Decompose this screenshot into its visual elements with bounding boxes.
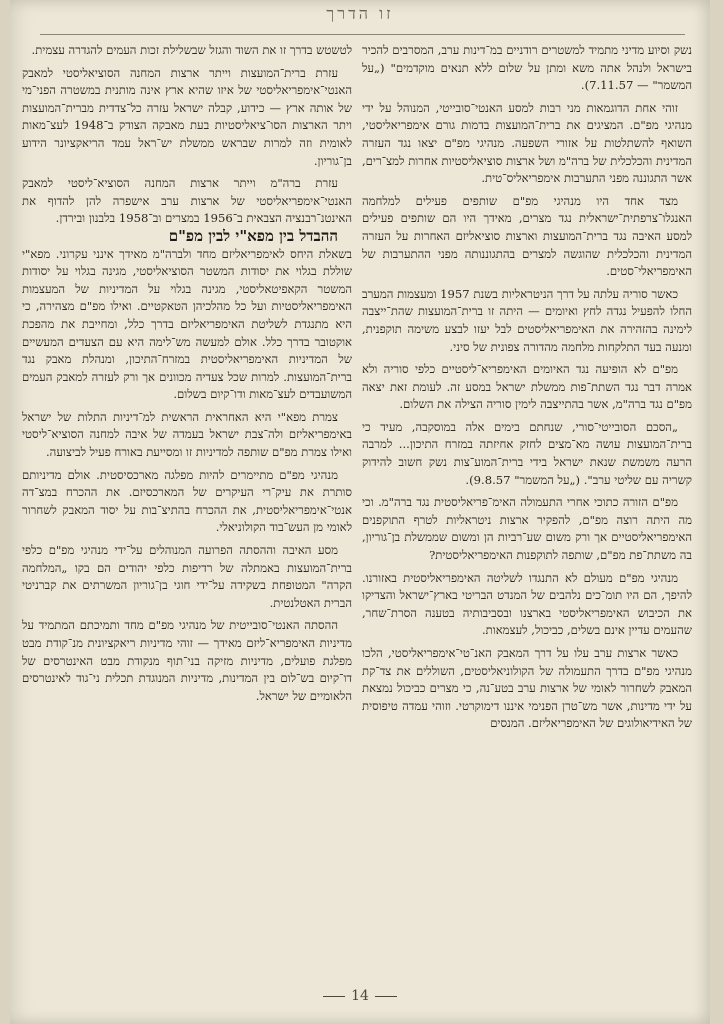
right-paragraph: נשק וסיוע מדיני מתמיד למשטרים רודניים במ־דינות ערב, המסרבים להכיר בישראל ולנהל אתה משא ומתן על שלום ללא תנאים מוקדמים" („על המשמר" — 7.11.57).: [362, 43, 692, 93]
left-paragraph: ההסתה האנטי־סובייטית של מנהיגי מפ"ם מחד ותמיכתם המתמיד על מדיניות האימפריא־ליזם מאידך — זוהי מדיניות ריאקציונית מנ־קודת מבט מפלגת פועלים, מדיניות מזיקה בני־תוף מנקודת מבט האינטרסים של דו־קיום בש־לום בין המדינות, מדיניות המנוגדת תכלית ני־גוד לאינטרסים הלאומיים של ישראל.: [22, 618, 352, 703]
left-paragraph: בשאלת היחס לאימפריאליזם מחד ולברה"מ מאידך אינני עקרוני. מפא"י שוללת בגלוי את יסודות המשטר הסוציאליסטי, מגינה בגלוי על יסודות המשטר הקאפיטאליסטי, מגינה בגלוי על המדיניות של המעצמות האימפריאליסטיות ועל כל מהלכיהן הטאקטיים. ואילו מפ"ם מצהירה, כי היא מתנגדת לשליטת האימפריאליזם בדרך כלל, ומחייבת את מהפכת אוקטובר בדרך כלל. אולם למעשה מש־לימה היא עם הצעדים המעשיים של המדיניות האימפריאליסטית במזרח־התיכון, ומנהלת מאבק נגד ברית־המועצות. למרות שכל צעדיה מכוונים אך ורק לעזרה למאבק העמים המשועבדים לעצ־מאות ודו־קיום בשלום.: [22, 246, 352, 402]
page-number-footer: [10, 988, 710, 1004]
right-column: [362, 42, 692, 967]
right-paragraph: כאשר סוריה עלתה על דרך הניטראליות בשנת 1957 ומעצמות המערב החלו להפעיל נגדה לחץ ואיומים — היתה זו ברית־המועצות שהת־ייצבה לימינה בהזהירה את האימפריאליסטים לבל יעזו לבצע משימה תוקפנית, ומנעה בעד התלקחות מלחמה מהדורה צפונית של סיני.: [362, 286, 692, 354]
page-number: 14: [351, 988, 369, 1004]
right-paragraph: מפ"ם הזורה כתוכי אחרי התעמולה האימ־פריאליסטית נגד ברה"מ. וכי מה היתה רוצה מפ"ם, להפקיר ארצות ניטראליות לטרף התוקפנים האימפריאליסטיים אך ורק משום שע־רביות הן ומשום שממשלת בן־גוריון, בה משתת־פת מפ"ם, שותפה לתוקפנות האימפריאליסטית?: [362, 495, 692, 563]
right-paragraph: מצד אחד היו מנהיגי מפ"ם שותפים פעילים למלחמה האנגלו־צרפתית־ישראלית נגד מצרים, מאידך היו הם שותפים פעילים למסע האיבה נגד ברית־המועצות וארצות סוציאליזם האחרות על העזרה המדינית והכלכלית שהוגשה למצרים בהתגוננותה מפני ההתערבות של האימפריאלי־סטים.: [362, 193, 692, 279]
right-paragraph: מפ"ם לא הופיעה נגד האיומים האימפריא־ליסטיים כלפי סוריה ולא אמרה דבר נגד השתת־פות ממשלת ישראל במסע זה. לעומת זאת יצאה מפ"ם נגד ברה"מ, אשר בהתייצבה לימין סוריה הצילה את השלום.: [362, 362, 692, 412]
right-paragraph: זוהי אחת הדוגמאות מני רבות למסע האנטי־סובייטי, המנוהל על ידי מנהיגי מפ"ם. המציגים את ברית־המועצות בדמות גורם אימפריאליסטי, השואף להשתלטות על אזורי השפעה. מנהיגי מפ"ם יצאו נגד העזרה המדינית והכלכלית של ברה"מ ושל ארצות סוציאליסטיות אחרות למצ־רים, אשר התגוננה מפני התערבות אימפריאליס־טית.: [362, 100, 692, 186]
left-paragraph: צמרת מפא"י היא האחראית הראשית למ־דיניות התלות של ישראל באימפריאליזם ולה־צבת ישראל בעמדה של איבה למחנה הסוציא־ליסטי ואילו צמרת מפ"ם שותפה למדיניות זו ומסייעת באורח פעיל לביצועה.: [22, 409, 352, 460]
left-paragraph: לטשטש בדרך זו את השוד והגזל שבשלילת זכות העמים להגדרה עצמית.: [31, 43, 352, 57]
right-paragraph: כאשר ארצות ערב עלו על דרך המאבק האנ־טי־אימפריאליסטי, הלכו מנהיגי מפ"ם בדרך התעמולה של הקולוניאליסטים, השוללים את צד־קת המאבק לשחרור לאומי של ארצות ערב בטע־נה, כי מצרים כביכול נמצאת על ידי מדינות, אשר מש־טרן הפנימי איננו דימוקרטי. וזוהי עמדה טיפוסית של האידיאולוגים של האימפריאליזם. המנסים: [362, 646, 692, 731]
left-paragraph: מנהיגי מפ"ם מתיימרים להיות מפלגה מארכסיסטית. אולם מדיניותם סותרת את עיק־רי העיקרים של המארכסיזם. את ההכרח במצ־דה אנטי־אימפריאליסטית, את ההכרח בהתיצ־בות על יסוד המאבק לשחרור לאומי מן העש־בוד הקולוניאלי.: [22, 467, 352, 535]
left-paragraph: עזרת ברית־המועצות וייתר ארצות המחנה הסוציאליסטי למאבק האנטי־אימפריאליסטי של איזו שהיא ארץ אינה מותנית במשטרה הפני־מי של אותה ארץ — כידוע, קבלה ישראל עזרה כל־צדדית מברית־המועצות ויתר הארצות הסו־ציאליסטיות בעת מאבקה הצודק ב־1948 לעצ־מאות לאומית וזה למרות שבראש ממשלת יש־ראל עמד הריאקציונר הידוע בן־גוריון.: [22, 65, 352, 168]
left-paragraph: מסע האיבה וההסתה הפרועה המנוהלים על־ידי מנהיגי מפ"ם כלפי ברית־המועצות באמתלה של רדיפות כלפי יהודים הם בקו „המלחמה הקרה" המטופחת בשקידה על־ידי חוגי בן־גוריון המשרתים את קברניטי הברית האטלנטית.: [22, 543, 352, 610]
left-column: [22, 42, 352, 967]
header-rule: [40, 34, 685, 35]
running-head: זו הדרך: [326, 4, 394, 23]
book-page: [10, 0, 710, 1024]
section-heading: ההבדל בין מפא"י לבין מפ"ם: [168, 226, 338, 245]
folio-dash-right: [375, 996, 397, 997]
right-paragraph: „הסכם הסובייטי־סורי, שנחתם בימים אלה במוסקבה, מעיד כי ברית־המועצות עושה מא־מצים לחזק אחיזתה במזרח התיכון... למרבה הרעה משמשת שנאת ישראל בידי ברית־המוע־צות נשק חשוב להידוק קשריה עם שליטי ערב". („על המשמר" 9.8.57).: [362, 419, 692, 487]
left-paragraph: עזרת ברה"מ וייתר ארצות המחנה הסוציא־ליסטי למאבק האנטי־אימפריאליסטי של ארצות ערב אישפרה להן להדוף את האינטנ־רבנציה הצבאית ב־1956 במצרים וב־1958 בלבנון ובירדן.: [22, 176, 352, 226]
right-paragraph: מנהיגי מפ"ם מעולם לא התנגדו לשליטה האימפריאליסטית באזורנו. להיפך, הם היו תומ־כים נלהבים של המנדט הבריטי בארץ־ישראל והצדיקו את הכיבוש האימפריאליסטי בארצנו ובסביבותיה בטענה הסרת־שחר, שהעמים עדיין אינם בשלים, כביכול, לעצמאות.: [362, 570, 692, 638]
folio-dash-left: [323, 996, 345, 997]
